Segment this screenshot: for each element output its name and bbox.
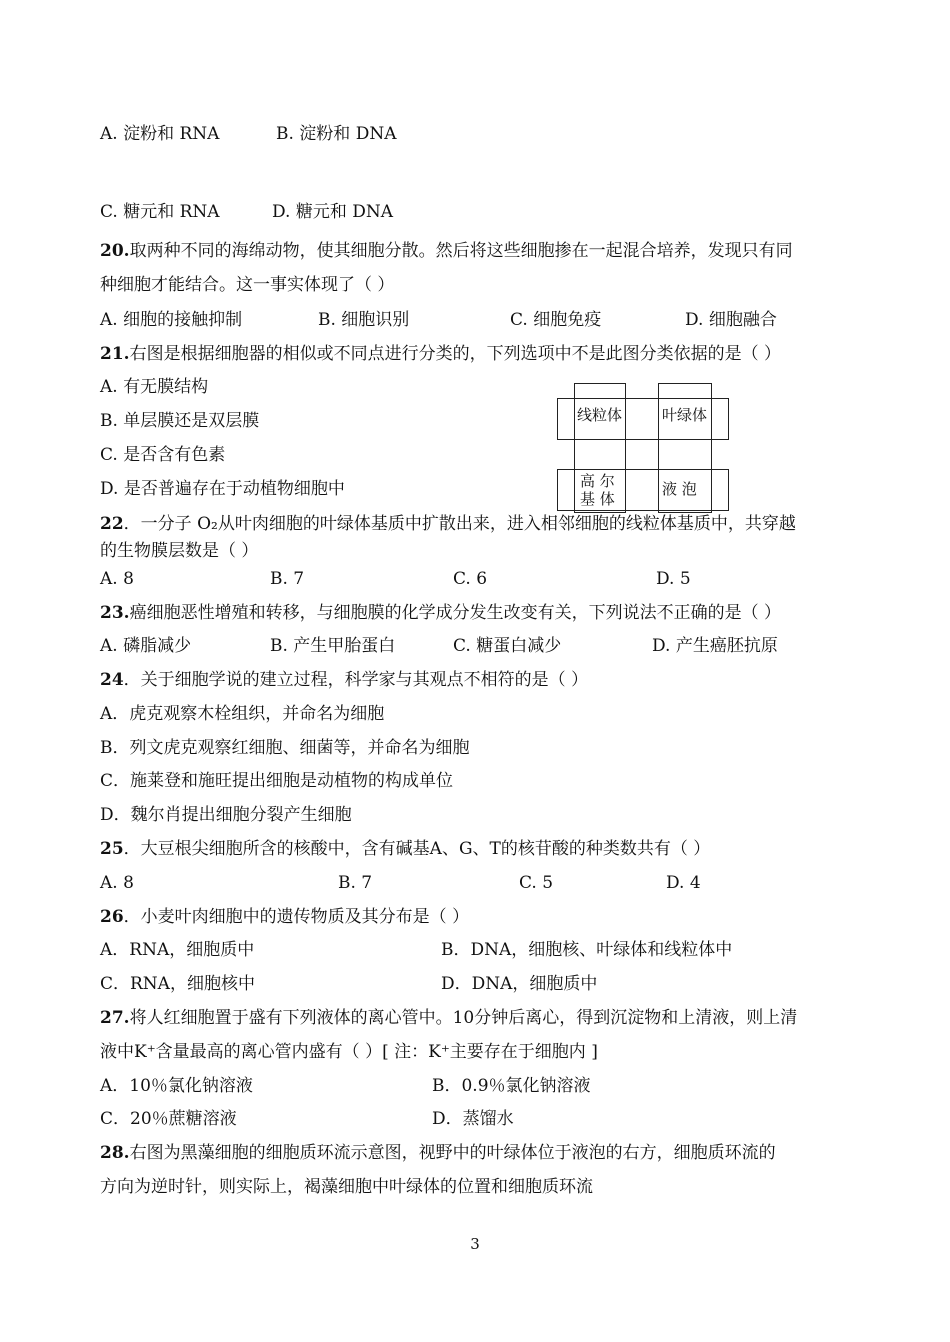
q28-number: 28. <box>100 1143 130 1163</box>
q24-option-c: C．施莱登和施旺提出细胞是动植物的构成单位 <box>100 771 454 791</box>
q24-option-d: D．魏尔肖提出细胞分裂产生细胞 <box>100 805 352 825</box>
q24-option-b: B．列文虎克观察红细胞、细菌等，并命名为细胞 <box>100 738 470 758</box>
q22-option-a: A. 8 <box>100 569 134 589</box>
q27-option-b: B．0.9％氯化钠溶液 <box>432 1076 591 1096</box>
q22-option-c: C. 6 <box>453 569 488 589</box>
diagram-label-mitochondria: 线粒体 <box>577 406 623 424</box>
q24-stem-line1: 24．关于细胞学说的建立过程，科学家与其观点不相符的是（ ） <box>100 670 589 690</box>
q20-stem-line2: 种细胞才能结合。这一事实体现了（ ） <box>100 275 395 295</box>
q27-number: 27. <box>100 1008 130 1028</box>
diagram-label-golgi-line2: 基 体 <box>580 490 615 508</box>
q23-option-b: B. 产生甲胎蛋白 <box>270 636 396 656</box>
q25-option-c: C. 5 <box>519 873 554 893</box>
q21-option-b: B. 单层膜还是双层膜 <box>100 411 260 431</box>
q24-number: 24 <box>100 670 124 690</box>
q20-number: 20. <box>100 241 130 261</box>
q25-option-a: A. 8 <box>100 873 134 893</box>
q23-option-c: C. 糖蛋白减少 <box>453 636 562 656</box>
q20-option-b: B. 细胞识别 <box>318 310 410 330</box>
q20-stem-line1: 20.取两种不同的海绵动物，使其细胞分散。然后将这些细胞掺在一起混合培养，发现只有同 <box>100 241 793 261</box>
q20-option-c: C. 细胞免疫 <box>510 310 602 330</box>
q19-option-a: A. 淀粉和 RNA <box>100 124 220 144</box>
diagram-label-vacuole: 液 泡 <box>662 480 697 498</box>
q23-stem-line1: 23.癌细胞恶性增殖和转移，与细胞膜的化学成分发生改变有关，下列说法不正确的是（ ） <box>100 603 781 623</box>
q26-option-b: B．DNA，细胞核、叶绿体和线粒体中 <box>441 940 733 960</box>
q25-option-b: B. 7 <box>338 873 373 893</box>
q19-option-b: B. 淀粉和 DNA <box>276 124 397 144</box>
q27-option-c: C．20％蔗糖溶液 <box>100 1109 237 1129</box>
q27-option-a: A．10％氯化钠溶液 <box>100 1076 253 1096</box>
q22-stem-line1: 22．一分子 O₂从叶肉细胞的叶绿体基质中扩散出来，进入相邻细胞的线粒体基质中，共穿越 <box>100 514 796 534</box>
diagram-label-golgi-line1: 高 尔 <box>580 472 615 490</box>
q22-stem-line2: 的生物膜层数是（ ） <box>100 541 259 561</box>
q26-number: 26 <box>100 907 124 927</box>
q22-option-b: B. 7 <box>270 569 305 589</box>
q25-number: 25 <box>100 839 124 859</box>
q22-option-d: D. 5 <box>656 569 691 589</box>
diagram-label-chloroplast: 叶绿体 <box>662 406 708 424</box>
page-number: 3 <box>470 1235 480 1253</box>
q23-option-a: A. 磷脂减少 <box>100 636 192 656</box>
q25-option-d: D. 4 <box>666 873 701 893</box>
q28-stem-line2: 方向为逆时针，则实际上，褐藻细胞中叶绿体的位置和细胞质环流 <box>100 1177 593 1197</box>
q21-option-c: C. 是否含有色素 <box>100 445 226 465</box>
q21-option-d: D. 是否普遍存在于动植物细胞中 <box>100 479 345 499</box>
q21-stem-line1: 21.右图是根据细胞器的相似或不同点进行分类的，下列选项中不是此图分类依据的是（ ） <box>100 344 781 364</box>
q26-option-a: A．RNA，细胞质中 <box>100 940 255 960</box>
q26-option-d: D．DNA，细胞质中 <box>441 974 598 994</box>
q23-number: 23. <box>100 603 130 623</box>
q27-stem-line2: 液中K⁺含量最高的离心管内盛有（ ）[ 注：K⁺主要存在于细胞内 ] <box>100 1042 598 1062</box>
q27-stem-line1: 27.将人红细胞置于盛有下列液体的离心管中。10分钟后离心，得到沉淀物和上清液，则上清 <box>100 1008 798 1028</box>
q24-option-a: A．虎克观察木栓组织，并命名为细胞 <box>100 704 385 724</box>
q19-option-c: C. 糖元和 RNA <box>100 202 220 222</box>
q26-stem-line1: 26．小麦叶肉细胞中的遗传物质及其分布是（ ） <box>100 907 470 927</box>
q25-stem-line1: 25．大豆根尖细胞所含的核酸中，含有碱基A、G、T的核苷酸的种类数共有（ ） <box>100 839 711 859</box>
q20-option-a: A. 细胞的接触抑制 <box>100 310 243 330</box>
q28-stem-line1: 28.右图为黑藻细胞的细胞质环流示意图，视野中的叶绿体位于液泡的右方，细胞质环流的 <box>100 1143 776 1163</box>
q26-option-c: C．RNA，细胞核中 <box>100 974 255 994</box>
q20-option-d: D. 细胞融合 <box>685 310 777 330</box>
q21-number: 21. <box>100 344 130 364</box>
q21-option-a: A. 有无膜结构 <box>100 377 209 397</box>
q22-number: 22 <box>100 514 124 534</box>
q27-option-d: D．蒸馏水 <box>432 1109 514 1129</box>
q19-option-d: D. 糖元和 DNA <box>272 202 394 222</box>
q23-option-d: D. 产生癌胚抗原 <box>652 636 778 656</box>
